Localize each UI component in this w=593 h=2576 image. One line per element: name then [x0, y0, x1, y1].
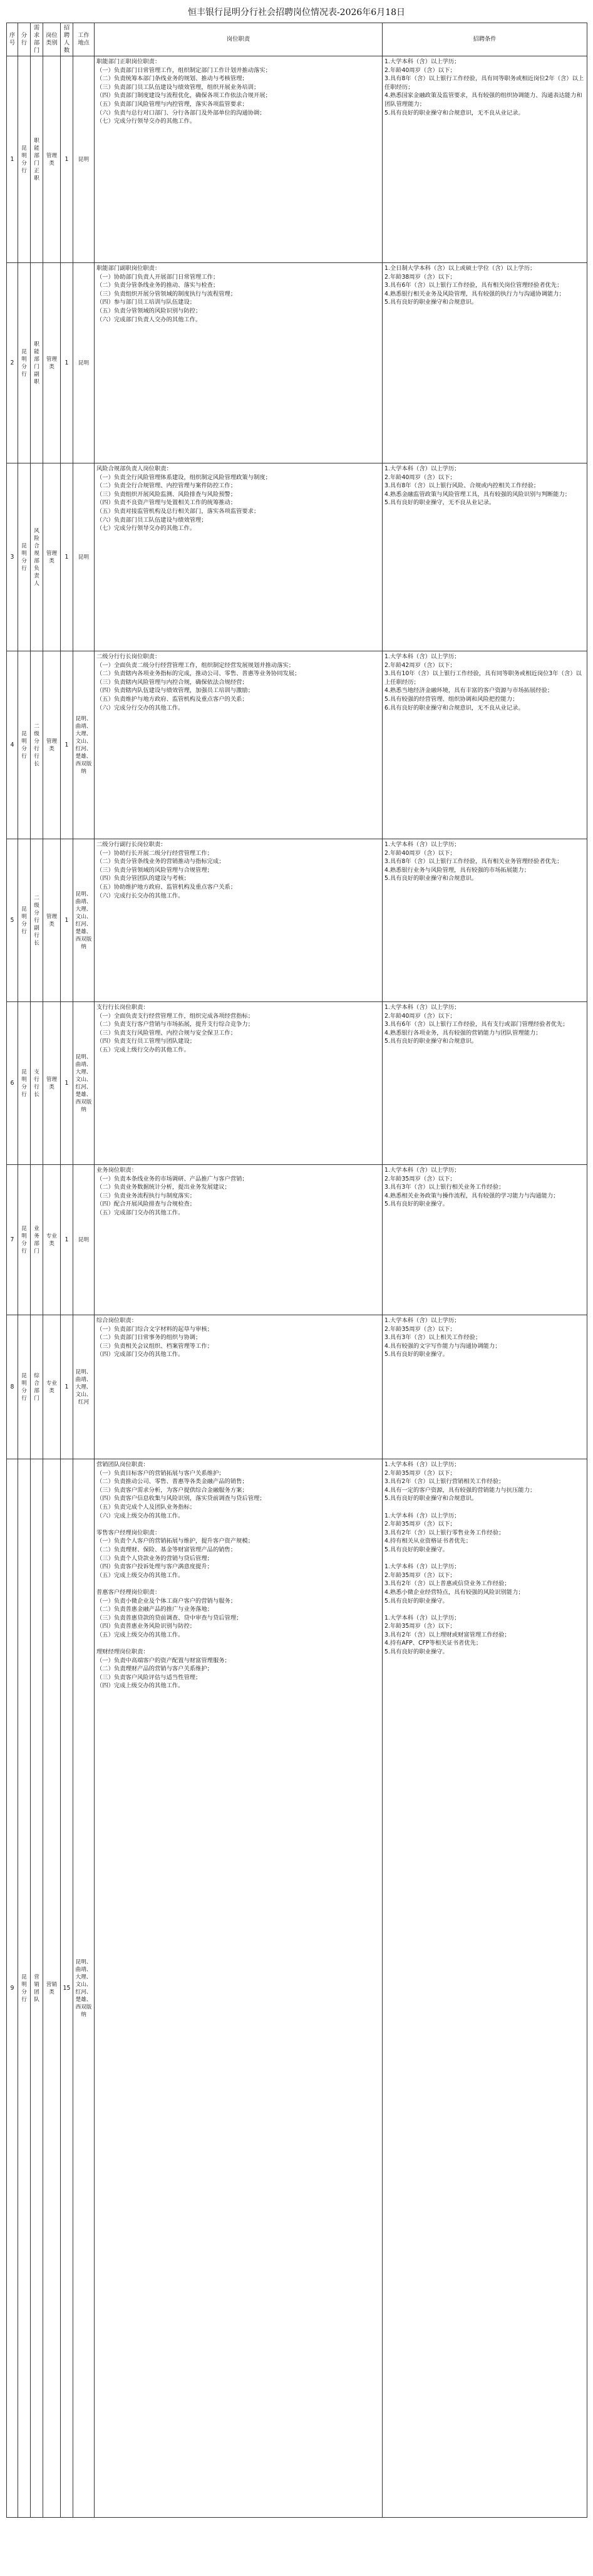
duty-line: （五）完成上级交办的其他工作。 [96, 1631, 184, 1638]
duty-line: （一）负责目标客户的营销拓展与客户关系维护； [96, 1469, 225, 1477]
duty-line: （二）负责理财产品的营销与客户关系维护； [96, 1665, 213, 1673]
cell-loc: 昆明 [73, 1165, 95, 1315]
req-line: 1.大学本科（含）以上学历； [384, 1317, 460, 1324]
duty-line: （五）负责维护与地方政府、监管机构及重点客户的关系； [96, 695, 248, 703]
duty-line: （三）负责组织开展风险监测、风险排查与风险预警； [96, 490, 237, 498]
cell-post: 管理类 [43, 651, 61, 839]
cell-loc: 昆明 [73, 56, 95, 263]
duty-line: （四）负责辖内队伍建设与绩效管理，加强员工培训与激励； [96, 687, 254, 695]
req-line: 4.持有AFP、CFP等相关证书者优先； [384, 1640, 482, 1647]
req-line: 5.具有良好的职业操守。 [384, 1546, 448, 1553]
req-line: 5.具有较强的经营管理、组织协调和风险把控能力； [384, 695, 518, 703]
cell-post: 管理类 [43, 56, 61, 263]
req-line: 3.具有6年（含）以上银行工作经验，具有支行或部门管理经验者优先； [384, 1021, 569, 1028]
cell-req [383, 839, 587, 1002]
cell-num: 1 [61, 1165, 73, 1315]
header-cell: 岗位类别 [43, 23, 61, 56]
recruitment-table [6, 23, 587, 2518]
duty-line: （三）负责部门员工队伍建设与绩效管理，组织开展业务培训； [96, 83, 260, 91]
cell-loc: 昆明、曲靖、大理、文山、红河 [73, 1315, 95, 1459]
cell-req [383, 1459, 587, 2518]
req-line: 1.大学本科（含）以上学历； [384, 1167, 460, 1174]
req-line: 3.具有2年（含）以上银行营销相关工作经验； [384, 1478, 505, 1486]
req-line: 4.具有较强的文字写作能力与沟通协调能力； [384, 1342, 501, 1350]
duty-line: （一）负责个人客户的营销拓展与维护，提升客户资产规模； [96, 1538, 254, 1545]
duty-line: （一）协助行长开展二级分行经营管理工作； [96, 849, 213, 857]
header-cell: 需求部门 [31, 23, 43, 56]
header-cell: 岗位职责 [95, 23, 383, 56]
table-row [7, 263, 587, 463]
table-row [7, 1002, 587, 1165]
duty-line: （五）负责对接监管机构及总行相关部门，落实各项监管要求； [96, 507, 260, 515]
duty-line: （二）负责支行客户营销与市场拓展，提升支行综合竞争力； [96, 1021, 254, 1028]
req-line: 5.具有良好的职业操守，无不良从业记录。 [384, 499, 495, 507]
cell-num: 1 [61, 1315, 73, 1459]
duty-line: （二）负责推动公司、零售、普惠等各类金融产品的销售； [96, 1478, 248, 1486]
cell-branch: 昆明分行 [18, 463, 31, 651]
cell-post: 营销类 [43, 1459, 61, 2518]
req-line: 4.熟悉银行相关业务及风险管理，具有较强的执行力与沟通协调能力； [384, 290, 565, 297]
duty-line: （二）负责全行合规管理、内控管理与案件防控工作； [96, 482, 237, 490]
duty-line: （五）负责完成个人及团队业务指标； [96, 1503, 196, 1511]
cell-req [383, 1165, 587, 1315]
req-line: 1.大学本科（含）以上学历； [384, 1563, 460, 1571]
cell-duty [95, 839, 383, 1002]
cell-branch: 昆明分行 [18, 839, 31, 1002]
table-row [7, 463, 587, 651]
req-line: 3.具有8年（含）以上银行工作经验，具有同等职务或相近岗位2年（含）以上任职经历； [384, 75, 584, 91]
req-line: 2.年龄35周岁（含）以下； [384, 1571, 456, 1579]
duty-line: （二）负责普惠金融产品的推广与业务落地； [96, 1606, 213, 1613]
cell-no: 2 [7, 263, 18, 463]
duty-line: （一）负责全行风险管理体系建设，组织制定风险管理政策与制度； [96, 473, 271, 481]
req-line: 3.具有2年（含）以上银行零售业务工作经验； [384, 1529, 505, 1536]
cell-dept: 综合部门 [31, 1315, 43, 1459]
req-line: 1.大学本科（含）以上学历； [384, 841, 460, 848]
req-line: 5.具有良好的职业操守。 [384, 1351, 448, 1358]
duty-line: （二）负责统筹本部门条线业务的规划、推动与考核管理； [96, 75, 248, 83]
duty-line: 职能部门副职岗位职责： [96, 265, 161, 272]
req-line: 2.年龄40周岁（含）以下； [384, 66, 456, 74]
cell-post: 管理类 [43, 1002, 61, 1165]
req-line: 3.具有6年（含）以上银行工作经验，具有相关岗位管理经验者优先； [384, 282, 563, 289]
req-line: 3.具有8年（含）以上银行工作经验，具有相关业务管理经验者优先； [384, 858, 563, 866]
req-line: 5.具有良好的职业操守和合规意识。 [384, 1495, 478, 1503]
req-line: 4.熟悉小微企业经营特点，具有较强的风险识别能力； [384, 1588, 524, 1596]
cell-duty [95, 1459, 383, 2518]
duty-line: 综合岗位职责： [96, 1317, 138, 1324]
cell-req [383, 263, 587, 463]
table-row [7, 1459, 587, 2518]
table-body [7, 56, 587, 2518]
table-row [7, 839, 587, 1002]
req-line: 1.大学本科（含）以上学历； [384, 1461, 460, 1468]
duty-line: （二）负责部门日常事务的组织与协调； [96, 1334, 202, 1342]
duty-line: （一）负责本条线业务的市场调研、产品推广与客户营销； [96, 1175, 248, 1182]
cell-duty [95, 56, 383, 263]
req-line: 5.具有良好的职业操守。 [384, 1201, 448, 1208]
duty-line: 风险合规部负责人岗位职责： [96, 465, 172, 472]
cell-post: 专业类 [43, 1315, 61, 1459]
cell-num: 1 [61, 651, 73, 839]
req-line: 2.年龄35周岁（含）以下； [384, 1521, 456, 1528]
duty-line: （五）完成部门交办的其他工作。 [96, 1209, 184, 1216]
duty-line: （三）负责业务流程执行与制度落实； [96, 1192, 196, 1199]
req-line: 2.年龄42周岁（含）以下； [384, 661, 456, 669]
duty-line: （六）完成分行交办的其他工作。 [96, 704, 184, 711]
duty-line: （四）负责客户信息收集与风险识别，落实贷前调查与贷后管理； [96, 1495, 266, 1503]
cell-num: 1 [61, 839, 73, 1002]
cell-num: 1 [61, 56, 73, 263]
header-cell: 招聘人数 [61, 23, 73, 56]
cell-dept: 二级分行行长 [31, 651, 43, 839]
duty-line: （六）完成上级交办的其他工作。 [96, 1512, 184, 1519]
cell-loc: 昆明、曲靖、大理、文山、红河、楚雄、西双版纳 [73, 1002, 95, 1165]
duty-line: 二级分行行长岗位职责： [96, 653, 161, 660]
duty-line: （三）负责辖内风险管理与内控合规，确保依法合规经营； [96, 678, 248, 686]
duty-line: （四）负责普惠业务风险识别与防控； [96, 1623, 196, 1630]
req-line: 1.大学本科（含）以上学历； [384, 58, 460, 65]
duty-line: （六）完成部门负责人交办的其他工作。 [96, 316, 202, 323]
req-line: 5.具有良好的职业操守和合规意识。 [384, 299, 478, 306]
duty-line: （四）负责分管团队的建设与考核； [96, 875, 190, 882]
cell-loc: 昆明 [73, 463, 95, 651]
req-line: 4.熟悉相关业务政策与操作流程，具有较强的学习能力与沟通能力； [384, 1192, 559, 1199]
cell-loc: 昆明 [73, 263, 95, 463]
header-cell: 序号 [7, 23, 18, 56]
duty-line: （四）完成上级交办的其他工作。 [96, 1682, 184, 1690]
duty-line: （一）全面负责二级分行经营管理工作，组织制定经营发展规划并推动落实； [96, 661, 295, 669]
cell-loc: 昆明、曲靖、大理、文山、红河、楚雄、西双版纳 [73, 651, 95, 839]
duty-line: 普惠客户经理岗位职责： [96, 1588, 161, 1596]
header-cell: 招聘条件 [383, 23, 587, 56]
duty-line: （二）负责分管条线业务的推动、落实与检查； [96, 282, 219, 289]
table-header-row [7, 23, 587, 56]
duty-line: （五）完成上级交办的其他工作。 [96, 1571, 184, 1579]
cell-branch: 昆明分行 [18, 56, 31, 263]
duty-line: （四）负责不良资产管理与处置相关工作的统筹推动； [96, 499, 237, 507]
cell-no: 7 [7, 1165, 18, 1315]
cell-duty [95, 1002, 383, 1165]
cell-branch: 昆明分行 [18, 263, 31, 463]
req-line: 2.年龄40周岁（含）以下； [384, 1012, 456, 1020]
duty-line: （三）负责支行风险管理、内控合规与安全保卫工作； [96, 1029, 237, 1037]
duty-line: 业务岗位职责： [96, 1167, 138, 1174]
req-line: 3.具有8年（含）以上银行风险、合规或内控相关工作经验； [384, 482, 540, 490]
cell-req [383, 56, 587, 263]
duty-line: （四）负责部门制度建设与流程优化，确保各项工作依法合规开展； [96, 92, 271, 100]
cell-no: 4 [7, 651, 18, 839]
cell-req [383, 1002, 587, 1165]
cell-no: 8 [7, 1315, 18, 1459]
header-cell: 分行 [18, 23, 31, 56]
duty-line: （三）负责相关会议组织、档案管理等工作； [96, 1342, 213, 1350]
cell-dept: 业务部门 [31, 1165, 43, 1315]
cell-dept: 职能部门副职 [31, 263, 43, 463]
req-line: 2.年龄40周岁（含）以下； [384, 849, 456, 857]
duty-line: （三）负责个人贷款业务的营销与贷后管理； [96, 1554, 213, 1562]
cell-post: 专业类 [43, 1165, 61, 1315]
header-cell: 工作地点 [73, 23, 95, 56]
duty-line: （一）负责小微企业及个体工商户客户的营销与服务； [96, 1597, 237, 1605]
duty-line: （一）协助部门负责人开展部门日常管理工作； [96, 273, 219, 281]
cell-req [383, 1315, 587, 1459]
cell-num: 15 [61, 1459, 73, 2518]
duty-line: （二）负责辖内各项业务指标的完成，推动公司、零售、普惠等业务协同发展； [96, 670, 301, 678]
duty-line: （四）完成部门交办的其他工作。 [96, 1351, 184, 1358]
req-line: 1.大学本科（含）以上学历； [384, 465, 460, 472]
cell-branch: 昆明分行 [18, 1165, 31, 1315]
req-line: 4.熟悉当地经济金融环境，具有丰富的客户资源与市场拓展经验； [384, 687, 554, 695]
req-line [384, 1503, 585, 1512]
cell-dept: 风险合规部负责人 [31, 463, 43, 651]
req-line: 1.大学本科（含）以上学历； [384, 1512, 460, 1519]
duty-line: （三）负责客户需求分析，为客户提供综合金融服务方案； [96, 1486, 248, 1494]
req-line: 4.熟悉国家金融政策及监管要求，具有较强的组织协调能力、沟通表达能力和团队管理能力； [384, 92, 582, 108]
table-row [7, 1315, 587, 1459]
duty-line: （三）负责普惠贷款的贷前调查、贷中审查与贷后管理； [96, 1614, 242, 1622]
req-line: 5.具有良好的职业操守和合规意识。 [384, 875, 478, 882]
duty-line: 理财经理岗位职责： [96, 1648, 149, 1656]
cell-duty [95, 1315, 383, 1459]
cell-duty [95, 651, 383, 839]
req-line: 6.具有良好的职业操守和合规意识，无不良从业记录。 [384, 704, 524, 711]
duty-line: （五）完成上级行交办的其他工作。 [96, 1046, 190, 1053]
duty-line: （六）完成行长交办的其他工作。 [96, 892, 184, 899]
table-row [7, 1165, 587, 1315]
req-line: 3.具有3年（含）以上相关工作经验； [384, 1334, 482, 1342]
cell-dept: 营销团队 [31, 1459, 43, 2518]
req-line: 2.年龄35周岁（含）以下； [384, 1325, 456, 1333]
cell-post: 管理类 [43, 839, 61, 1002]
req-line: 4.熟悉金融监管政策与风险管理工具，具有较强的风险识别与判断能力； [384, 490, 571, 498]
duty-line: （五）协助维护地方政府、监管机构及重点客户关系； [96, 883, 237, 891]
document-title: 恒丰银行昆明分行社会招聘岗位情况表-2026年6月18日 [187, 8, 406, 18]
duty-line: （七）完成分行领导交办的其他工作。 [96, 525, 196, 532]
req-line: 1.大学本科（含）以上学历； [384, 1004, 460, 1011]
req-line [384, 1605, 585, 1614]
duty-line: （六）负责部门员工队伍建设与绩效管理； [96, 516, 207, 524]
cell-req [383, 463, 587, 651]
req-line: 4.熟悉银行各项业务，具有较强的营销能力与团队管理能力； [384, 1029, 542, 1037]
cell-branch: 昆明分行 [18, 651, 31, 839]
cell-num: 1 [61, 1002, 73, 1165]
duty-line: （三）负责组织开展分管领域的制度执行与流程管理； [96, 290, 237, 297]
req-line: 2.年龄40周岁（含）以下； [384, 473, 456, 481]
duty-line: （五）负责分管领域的风险识别与防控； [96, 307, 202, 314]
req-line: 2.年龄35周岁（含）以下； [384, 1175, 456, 1182]
cell-no: 5 [7, 839, 18, 1002]
cell-dept: 职能部门正职 [31, 56, 43, 263]
duty-line: （三）负责客户风险评估与适当性管理； [96, 1673, 202, 1681]
req-line: 3.具有2年（含）以上理财或财富管理工作经验； [384, 1631, 510, 1638]
duty-line: （一）全面负责支行经营管理工作，组织完成各项经营指标； [96, 1012, 254, 1020]
cell-duty [95, 463, 383, 651]
cell-req [383, 651, 587, 839]
req-line: 4.熟悉银行业务与风险管理，具有较强的市场拓展能力； [384, 866, 530, 874]
duty-line: 二级分行副行长岗位职责： [96, 841, 167, 848]
req-line [384, 1554, 585, 1563]
duty-line [96, 1580, 380, 1588]
duty-line: （四）负责支行员工管理与团队建设； [96, 1038, 196, 1045]
cell-post: 管理类 [43, 263, 61, 463]
cell-duty [95, 1165, 383, 1315]
cell-no: 6 [7, 1002, 18, 1165]
duty-line: （六）负责与总行对口部门、分行各部门及外部单位的沟通协调； [96, 109, 266, 116]
duty-line: （七）完成分行领导交办的其他工作。 [96, 118, 196, 125]
req-line: 1.全日制大学本科（含）以上或硕士学位（含）以上学历； [384, 265, 536, 272]
req-line: 4.持有相关从业资格证书者优先； [384, 1538, 472, 1545]
req-line: 2.年龄38周岁（含）以下； [384, 273, 456, 281]
cell-post: 管理类 [43, 463, 61, 651]
table-row [7, 56, 587, 263]
duty-line: （四）负责客户投诉处理与客户满意度提升； [96, 1563, 213, 1571]
cell-no: 3 [7, 463, 18, 651]
cell-branch: 昆明分行 [18, 1002, 31, 1165]
duty-line: （一）负责部门日常管理工作，组织制定部门工作计划并推动落实； [96, 66, 271, 74]
duty-line: （五）负责部门风险管理与内控管理，落实各项监管要求； [96, 100, 248, 108]
cell-branch: 昆明分行 [18, 1315, 31, 1459]
duty-line: 职能部门正职岗位职责： [96, 58, 161, 65]
cell-num: 1 [61, 463, 73, 651]
duty-line: （一）负责部门综合文字材料的起草与审核； [96, 1325, 213, 1333]
cell-no: 9 [7, 1459, 18, 2518]
duty-line: （四）参与部门员工培训与队伍建设； [96, 299, 196, 306]
duty-line: 营销团队岗位职责： [96, 1461, 149, 1468]
duty-line: 支行行长岗位职责： [96, 1004, 149, 1011]
duty-line [96, 1520, 380, 1529]
duty-line: （二）负责理财、保险、基金等财富管理产品的销售； [96, 1546, 237, 1553]
cell-branch: 昆明分行 [18, 1459, 31, 2518]
cell-dept: 支行行长 [31, 1002, 43, 1165]
req-line: 3.具有3年（含）以上银行相关业务工作经验； [384, 1184, 505, 1191]
req-line: 1.大学本科（含）以上学历； [384, 1614, 460, 1622]
cell-loc: 昆明、曲靖、大理、文山、红河、楚雄、西双版纳 [73, 839, 95, 1002]
duty-line: （二）负责业务数据统计分析，提出业务发展建议； [96, 1184, 230, 1191]
duty-line: （二）负责分管条线业务的营销推动与指标完成； [96, 858, 225, 866]
cell-num: 1 [61, 263, 73, 463]
req-line: 3.具有10年（含）以上银行工作经验，具有同等职务或相近岗位3年（含）以上任职经历； [384, 670, 582, 686]
cell-loc: 昆明、曲靖、大理、文山、红河、楚雄、西双版纳 [73, 1459, 95, 2518]
duty-line: （三）负责分管领域的风险管理与合规管理； [96, 866, 213, 874]
req-line: 5.具有良好的职业操守和合规意识。 [384, 1038, 478, 1045]
duty-line: 零售客户经理岗位职责： [96, 1529, 161, 1536]
req-line: 2.年龄35周岁（含）以下； [384, 1623, 456, 1630]
table-row [7, 651, 587, 839]
duty-line [96, 1639, 380, 1648]
req-line: 2.年龄35周岁（含）以下； [384, 1469, 456, 1477]
cell-dept: 二级分行副行长 [31, 839, 43, 1002]
duty-line: （一）负责中高端客户的资产配置与财富管理服务； [96, 1657, 230, 1664]
cell-no: 1 [7, 56, 18, 263]
req-line: 1.大学本科（含）以上学历； [384, 653, 460, 660]
req-line: 3.具有2年（含）以上普惠或信贷业务工作经验； [384, 1580, 510, 1588]
req-line: 5.具有良好的职业操守。 [384, 1597, 448, 1605]
req-line: 4.具有一定的客户资源，具有较强的营销能力与抗压能力； [384, 1486, 536, 1494]
duty-line: （四）配合开展风险排查与合规检查； [96, 1201, 196, 1208]
cell-duty [95, 263, 383, 463]
req-line: 5.具有良好的职业操守和合规意识，无不良从业记录。 [384, 109, 524, 116]
req-line: 5.具有良好的职业操守。 [384, 1648, 448, 1656]
